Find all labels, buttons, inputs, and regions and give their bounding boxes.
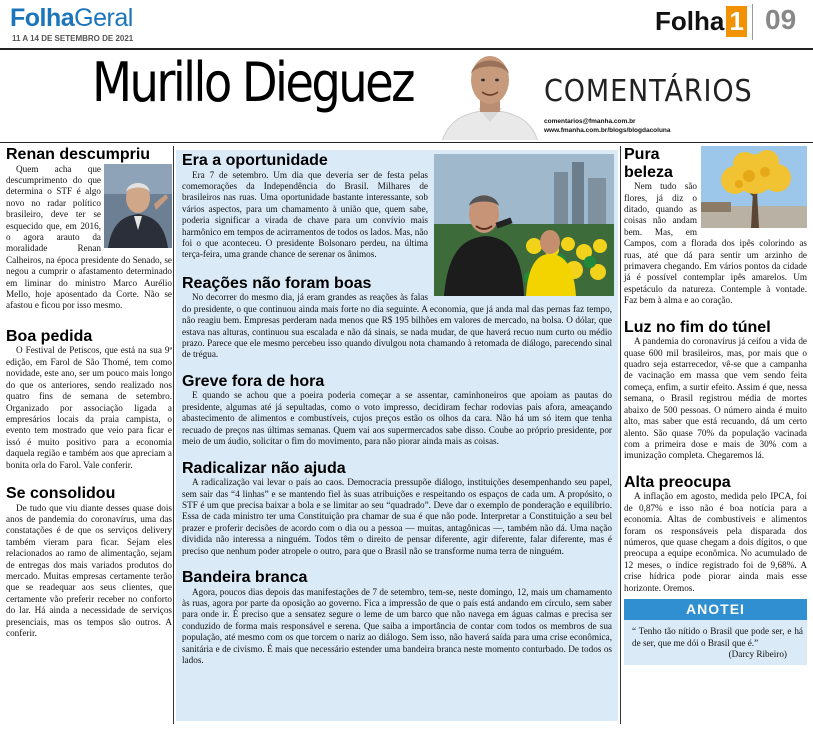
anotei-title: ANOTEI <box>624 599 807 620</box>
page-number: 09 <box>765 4 797 35</box>
headline: Pura beleza <box>624 146 673 181</box>
logo-text: Folha <box>655 6 725 36</box>
email-link[interactable]: comentarios@fmanha.com.br <box>544 118 636 125</box>
divider <box>752 4 753 40</box>
headline: Renan descumpriu <box>6 146 151 163</box>
article-body: Era 7 de setembro. Um dia que deveria ser de festa pelas comemorações da Independência do Brasil. Milhares de brasileiros nas ruas. Uma oportunidade bastante interessante, sob vários aspectos, para um chamamento à união que, quem sabe, poderia significar a virada de chave para um convívio mais harmônico em tempos de acirramentos de todos os lados. Mas, não foi o que aconteceu. O presidente Bolsonaro perdeu, na última terça-feira, uma grande chance de serenar os ânimos. <box>182 169 428 260</box>
article-body: Agora, poucos dias depois das manifestações de 7 de setembro, tem-se, neste domingo, 12, mais um chamamento às ruas, agora por parte da oposição ao governo. Fica a impressão de que o país está andando em círculo, sem saber para onde ir. É preciso que a sensatez segure o leme de um barco que não navega em águas calmas e precisa ser conduzido de forma mais responsável e serena. Que saiba a importância de contar com todos os membros de sua população, até mesmo com os que torcem o nariz ao diálogo. Sem isso, não haverá saída para uma crise econômica, sanitária e de civismo. É mais que necessário estender uma bandeira branca neste momento conturbado. De todos os lados. <box>182 586 612 665</box>
quote-author: (Darcy Ribeiro) <box>728 649 787 660</box>
section-title: COMENTÁRIOS <box>544 74 753 109</box>
headline: Era a oportunidade <box>182 152 328 169</box>
article-body: O Festival de Petiscos, que está na sua 9ª edição, em Farol de São Thomé, tem como novidade, este ano, ser um pouco mais longo do que os anteriores, sendo realizado nos quatro fins de semana de setembro. Organizado por associação ligada a empresários locais da praia campista, o evento tem mostrado que veio para ficar e issó é muito positivo para a economia daquela região e também aos que apreciam a bonita orla do Farol. Vale conferir. <box>6 345 172 470</box>
page-header <box>0 0 813 48</box>
anotei-box <box>624 599 807 665</box>
section-brand <box>10 4 133 33</box>
divider <box>0 48 813 50</box>
article-body: Nem tudo são flores, já diz o ditado, quando as coisas não andam bem. Mas, em Campos, com a florada dos ipês colorindo as ruas, até que dá para sentir um arzinho de primavera chegando. Em vários pontos da cidade já é possível contemplar ipês amarelos. Um espetáculo da natureza. Contemple à vontade. Faz bem à alma e ao coração. <box>624 181 807 306</box>
logo-number: 1 <box>726 6 746 37</box>
brand-light: Geral <box>74 4 133 32</box>
headline: Luz no fim do túnel <box>624 318 771 336</box>
article-body: No decorrer do mesmo dia, já eram grandes as reações às falas do presidente, o que continuou ainda mais forte no dia seguinte. A economia, que já anda mal das pernas faz tempo, não reagiu bem. Empresas perderam nada menos que R$ 195 bilhões em valores de mercado, na bolsa. O dólar, que estava nas alturas, continuou sua escalada e não dá sinais, se nada mudar, de que haverá recuo num curto ou médio prazo. Parece que ele mesmo percebeu isso quando divulgou nota chamando à retomada de diálogo, parecendo sinal de trégua. <box>182 292 612 360</box>
headline: Boa pedida <box>6 327 93 345</box>
right-column <box>624 146 807 665</box>
headline: Bandeira branca <box>182 568 308 586</box>
headline: Alta preocupa <box>624 473 731 491</box>
middle-column <box>176 150 618 721</box>
article-body: De tudo que viu diante desses quase dois anos de pandemia do coronavírus, uma das constatações é de que os serviços delivery também vieram para ficar. Sejam eles relacionados ao ramo de alimentação, sejam de entregas dos mais variados produtos do mercado. Muitas empresas certamente terão que se readequar aos seus clientes, que certamente vão preferir receber no conforto do lar. Há ainda a necessidade de serviços presenciais, mas os tempos são outros. A conferir. <box>6 502 172 638</box>
contact-info <box>544 117 671 135</box>
protest-photo <box>434 154 614 296</box>
columnist-name: Murillo Dieguez <box>92 51 413 114</box>
renan-photo <box>104 164 172 248</box>
edition-date: 11 A 14 DE SETEMBRO DE 2021 <box>12 34 134 43</box>
brand-bold: Folha <box>10 4 75 32</box>
divider <box>0 142 813 143</box>
article-body: A inflação em agosto, medida pelo IPCA, foi de 0,87% e isso não é boa notícia para a economia. Altas de combustíveis e alimentos foram os responsáveis pela disparada dos números, que quase chegam a dois dígitos, o que preocupa a equipe econômica. No acumulado de 12 meses, o índice registrado foi de 9,68%. A crise hídrica pode piorar ainda mais esse horizonte. Oremos. <box>624 491 807 593</box>
headline: Greve fora de hora <box>182 372 325 390</box>
ipe-tree-photo <box>701 146 807 228</box>
newspaper-logo <box>655 6 747 37</box>
quote-text: “ Tenho tão nítido o Brasil que pode ser, e há de ser, que me dói o Brasil que é.” <box>632 626 803 648</box>
article-body: A radicalização vai levar o país ao caos. Democracia pressupõe diálogo, instituições desempenhando seu papel, sem sair das “4 linhas” e se mantendo fiel às suas atribuições e respeitando os espaços de cada um. A propósito, o STF é um que precisa baixar a bola e se limitar ao seu “quadrado”. Deve dar o exemplo de ponderação e equilíbrio. Essa de cada ministro ter uma Constituição pra chamar de sua é que não pode. Interpretar a Constituição a seu bel prazer e proferir decisões de acordo com o dia ou a pessoa — muitas, antagônicas —, também não dá. Uma nação dividida não interessa a ninguém. Todos têm o direito de pensar diferente, agir diferente, falar diferente, mas é preciso que nenhum poder atropele o outro, para que o Brasil não se transforme numa terra de ninguém. <box>182 477 612 556</box>
headline: Se consolidou <box>6 484 116 502</box>
headline: Radicalizar não ajuda <box>182 459 346 477</box>
article-body: E quando se achou que a poeira poderia começar a se assentar, caminhoneiros que apoiam as pautas do presidente, algumas até já sepultadas, como o voto impresso, decidiram fechar rodovias pais afora, ameaçando abastecimento de alimentos e combustíveis, cujos preços estão os olhos da cara. Não há um só item que tenha recuado de preços nas últimas semanas. Quem vai aos supermercados sabe disso. Coube ao próprio presidente, por meio de um áudio, solicitar o fim do movimento, para não piorar ainda mais as coisas. <box>182 390 612 447</box>
blog-link[interactable]: www.fmanha.com.br/blogs/blogdacoluna <box>544 127 671 135</box>
left-column <box>6 146 172 639</box>
column-rule <box>620 146 621 724</box>
columnist-photo <box>440 50 540 140</box>
article-body: A pandemia do coronavírus já ceifou a vida de quase 600 mil brasileiros, mas, por mais que o quadro seja estarrecedor, vê-se que a campanha de vacinação em massa que vem sendo feita começa, enfim, a surtir efeito. Assim é que, nessa semana, o Brasil registrou média de mortes abaixo de 500 pessoas. O número ainda é muito alto, mas saber que está recuando, dá um certo alento. São quase 70% da população vacinada com a primeira dose e mais de 30% com a imunização completa. Chegaremos lá. <box>624 336 807 461</box>
headline: Reações não foram boas <box>182 274 372 292</box>
column-rule <box>173 146 174 724</box>
article-body: Quem acha que descumprimento do que determina o STF é algo novo no radar político brasileiro, deve ter se esquecido que, em 2016, o agora arauto da moralidade Renan Calheiros, na época presidente do Senado, se negou a cumprir o afastamento determinado em liminar do ministro Marco Aurélio Mello, hoje aposentado da Corte. Não se afastou e ficou por isso mesmo. <box>6 163 172 311</box>
